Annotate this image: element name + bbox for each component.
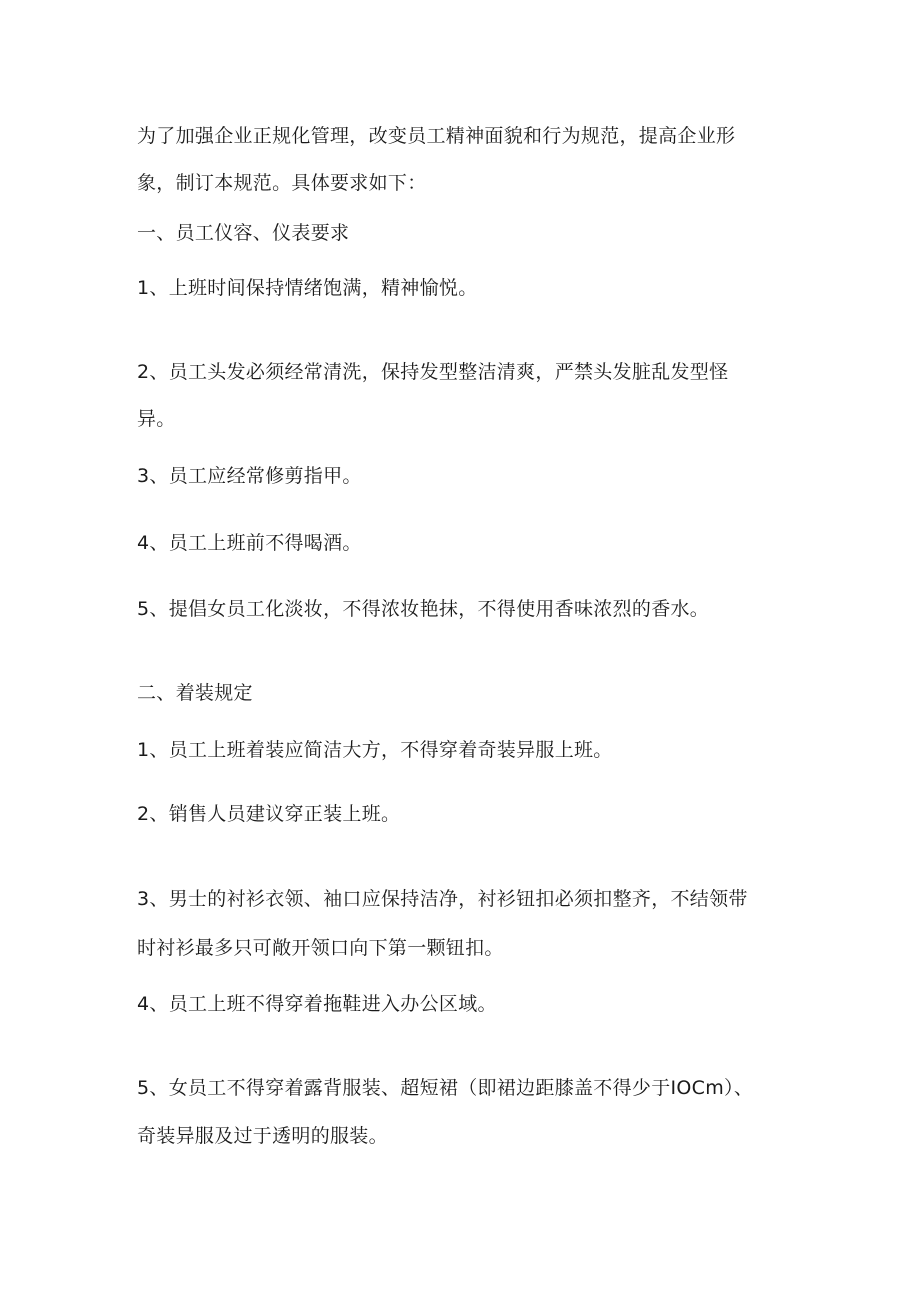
section-heading-appearance: 一、员工仪容、仪表要求 — [137, 222, 350, 244]
dress-item-3: 3、男士的衬衫衣领、袖口应保持洁净，衬衫钮扣必须扣整齐，不结领带 — [137, 888, 748, 910]
appearance-item-2-continued: 异。 — [137, 408, 176, 430]
dress-item-2: 2、销售人员建议穿正装上班。 — [137, 803, 401, 825]
dress-item-5: 5、女员工不得穿着露背服装、超短裙（即裙边距膝盖不得少于IOCm）、 — [137, 1077, 754, 1099]
appearance-item-5: 5、提倡女员工化淡妆，不得浓妆艳抹，不得使用香味浓烈的香水。 — [137, 598, 710, 620]
appearance-item-2: 2、员工头发必须经常清洗，保持发型整洁清爽，严禁头发脏乱发型怪 — [137, 361, 729, 383]
appearance-item-3: 3、员工应经常修剪指甲。 — [137, 465, 362, 487]
appearance-item-1: 1、上班时间保持情绪饱满，精神愉悦。 — [137, 277, 478, 299]
dress-item-1: 1、员工上班着装应简洁大方，不得穿着奇装异服上班。 — [137, 739, 613, 761]
intro-line-2: 象，制订本规范。具体要求如下： — [137, 172, 427, 194]
appearance-item-4: 4、员工上班前不得喝酒。 — [137, 532, 362, 554]
dress-item-3-continued: 时衬衫最多只可敞开领口向下第一颗钮扣。 — [137, 937, 504, 959]
dress-item-5-continued: 奇装异服及过于透明的服装。 — [137, 1125, 388, 1147]
dress-item-4: 4、员工上班不得穿着拖鞋进入办公区域。 — [137, 993, 497, 1015]
section-heading-dress-code: 二、着装规定 — [137, 682, 253, 704]
intro-line-1: 为了加强企业正规化管理，改变员工精神面貌和行为规范，提高企业形 — [137, 125, 736, 147]
